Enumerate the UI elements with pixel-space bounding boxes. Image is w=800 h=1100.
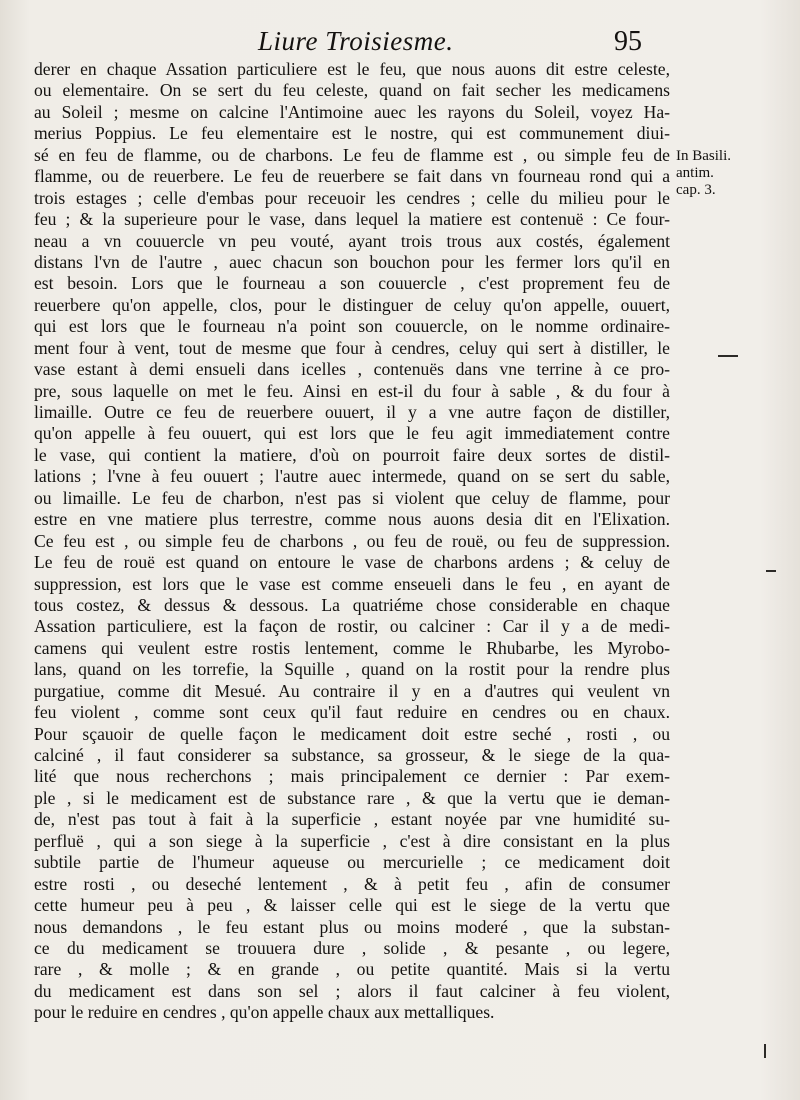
text-line: lité que nous recherchons ; mais principalement ce dernier : Par exem- <box>34 766 670 787</box>
margin-note: In Basili. <box>676 148 731 164</box>
text-line: camens qui veulent estre rostis lentement, comme le Rhubarbe, les Myrobo- <box>34 637 670 658</box>
margin-note: cap. 3. <box>676 182 716 198</box>
text-line: derer en chaque Assation particuliere est le feu, que nous auons dit estre celeste, <box>34 59 670 79</box>
page-number: 95 <box>614 26 642 57</box>
text-line: Pour sçauoir de quelle façon le medicament doit estre seché , rosti , ou <box>34 723 670 744</box>
margin-note: antim. <box>676 165 714 181</box>
text-line: lations ; l'vne à feu ouuert ; l'autre auec intermede, quand on se sert du sable, <box>34 466 670 487</box>
text-line: tous costez, & dessus & dessous. La quatriéme chose considerable en chaque <box>34 594 670 615</box>
text-line: vase estant à demi ensueli dans icelles , contenuës dans vne terrine à ce pro- <box>34 359 670 380</box>
text-line: Ce feu est , ou simple feu de charbons , ou feu de rouë, ou feu de suppression. <box>34 530 670 551</box>
text-line: lans, quand on les torrefie, la Squille , quand on la rostit pour la rendre plus <box>34 659 670 680</box>
text-line: est besoin. Lors que le fourneau a son couuercle , c'est proprement feu de <box>34 273 670 294</box>
text-line: Assation particuliere, est la façon de rostir, ou calciner : Car il y a de medi- <box>34 616 670 637</box>
text-line: sé en feu de flamme, ou de charbons. Le feu de flamme est , ou simple feu de <box>34 144 670 165</box>
text-line: le vase, qui contient la matiere, d'où on pourroit faire deux sortes de distil- <box>34 444 670 465</box>
text-line: ment four à vent, tout de mesme que four à cendres, celuy qui sert à distiller, le <box>34 337 670 358</box>
margin-notes <box>676 148 786 199</box>
text-line: ple , si le medicament est de substance rare , & que la vertu que ie deman- <box>34 787 670 808</box>
text-line: calciné , il faut considerer sa substance, sa grosseur, & le siege de la qua- <box>34 745 670 765</box>
text-line: subtile partie de l'humeur aqueuse ou mercurielle ; ce medicament doit <box>34 852 670 873</box>
text-line: flamme, ou de reuerbere. Le feu de reuerbere se fait dans vn fourneau rond qui a <box>34 166 670 187</box>
margin-dash-mark <box>718 355 738 357</box>
text-line: reuerbere qu'on appelle, clos, pour le distinguer de celuy qu'on appelle, ouuert, <box>34 294 670 315</box>
text-line: nous demandons , le feu estant plus ou moins moderé , que la substan- <box>34 916 670 937</box>
text-line: de, n'est pas tout à fait à la superficie , estant noyée par vne humidité su- <box>34 809 670 830</box>
text-line: distans l'vn de l'autre , auec chacun son bouchon pour les fermer lors qu'il en <box>34 251 670 272</box>
text-line: ou limaille. Le feu de charbon, n'est pas si violent que celuy de flamme, pour <box>34 487 670 508</box>
text-line: limaille. Outre ce feu de reuerbere ouuert, il y a vne autre façon de distiller, <box>34 402 670 422</box>
text-line: perfluë , qui a son siege à la superficie , c'est à dire consistant en la plus <box>34 830 670 851</box>
body-text <box>34 59 670 1024</box>
text-line: trois estages ; celle d'embas pour receuoir les cendres ; celle du milieu pour le <box>34 187 670 208</box>
text-line: purgatiue, comme dit Mesué. Au contraire il y en a d'autres qui veulent vn <box>34 680 670 701</box>
text-line: feu violent , comme sont ceux qu'il faut reduire en cendres ou en chaux. <box>34 702 670 723</box>
text-line: estre en vne matiere plus terrestre, comme nous auons desia dit en l'Elixation. <box>34 509 670 530</box>
text-line: suppression, est lors que le vase est comme enseueli dans le feu , en ayant de <box>34 573 670 594</box>
text-line: neau a vn couuercle vn peu vouté, ayant trois trous aux costés, également <box>34 230 670 251</box>
text-line: pour le reduire en cendres , qu'on appelle chaux aux mettalliques. <box>34 1002 495 1023</box>
text-line: qui est lors que le fourneau n'a point son couuercle, on le nomme ordinaire- <box>34 316 670 337</box>
text-line: du medicament est dans son sel ; alors il faut calciner à feu violent, <box>34 980 670 1001</box>
text-line: Le feu de rouë est quand on entoure le vase de charbons ardens ; & celuy de <box>34 552 670 573</box>
text-line: estre rosti , ou deseché lentement , & à petit feu , afin de consumer <box>34 873 670 894</box>
running-title: Liure Troisiesme. <box>258 26 454 56</box>
text-line: pre, sous laquelle on met le feu. Ainsi en est-il du four à sable , & du four à <box>34 380 670 401</box>
page-header <box>0 22 800 62</box>
text-line: qu'on appelle à feu ouuert, qui est lors que le feu agit immediatement contre <box>34 423 670 444</box>
text-line: merius Poppius. Le feu elementaire est le nostre, qui est communement diui- <box>34 123 670 144</box>
text-line: feu ; & la superieure pour le vase, dans lequel la matiere est contenuë : Ce four- <box>34 209 670 230</box>
text-line: ou elementaire. On se sert du feu celeste, quand on fait secher les medicamens <box>34 80 670 101</box>
text-line: rare , & molle ; & en grande , ou petite quantité. Mais si la vertu <box>34 959 670 980</box>
text-line: au Soleil ; mesme on calcine l'Antimoine auec les rayons du Soleil, voyez Ha- <box>34 101 670 122</box>
margin-dash-mark <box>766 570 776 572</box>
margin-dash-mark <box>764 1044 766 1058</box>
text-line: ce du medicament se trouuera dure , solide , & pesante , ou legere, <box>34 937 670 958</box>
text-line: cette humeur peu à peu , & laisser celle qui est le siege de la vertu que <box>34 895 670 916</box>
